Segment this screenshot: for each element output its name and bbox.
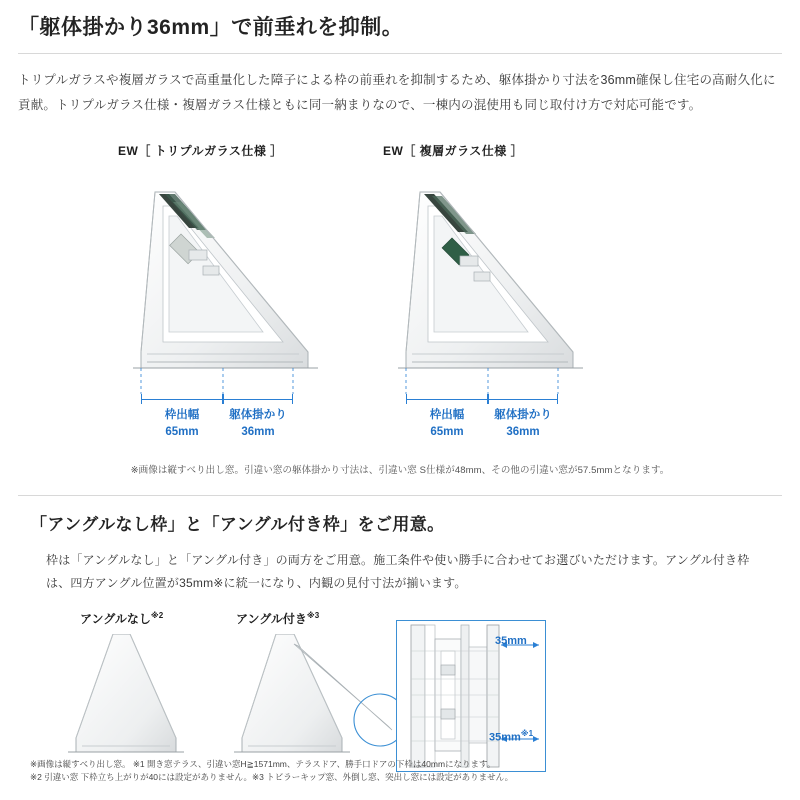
frame-no-angle: [68, 634, 184, 752]
footnote-line-2: ※2 引違い窓 下枠立ち上がりが40には設定がありません。※3 トビラーキップ窓、外倒し窓、突出し窓には設定がありません。: [30, 772, 514, 783]
frame-with-angle: [234, 634, 392, 752]
drawing-double-glass: [368, 172, 638, 438]
dimension-waku-triple: 枠出幅 65mm: [141, 394, 223, 440]
cross-section-drawings: [18, 172, 782, 472]
label-with-angle: アングル付き$^{※3}$: [236, 610, 320, 626]
dimension-group-double: [406, 394, 558, 440]
dimension-group-triple: [141, 394, 293, 440]
footnotes: [30, 758, 513, 784]
section2-title: 「アングルなし枠」と「アングル付き枠」をご用意。: [30, 515, 445, 534]
callout-dim-bottom: $35mm^{※1}$: [489, 728, 534, 744]
dimension-waku-double: 枠出幅 65mm: [406, 394, 488, 440]
drawing-triple-svg: [103, 172, 373, 412]
callout-dim-top: 35mm: [495, 634, 527, 647]
divider-2: [18, 495, 782, 496]
dimension-kutai-double: 躯体掛かり 36mm: [488, 394, 558, 440]
footnote-line-1: ※画像は縦すべり出し窓。 ※1 開き窓テラス、引違い窓H≧1571mm、テラスドア、勝手口ドアの下枠は40mmになります。: [30, 759, 496, 769]
section2-body: 枠は「アングルなし」と「アングル付き」の両方をご用意。施工条件や使い勝手に合わせてお選びいただけます。アングル付き枠は、四方アングル位置が35mm※に統一になり、内観の見付寸法が揃います。: [46, 553, 750, 591]
section1-body: トリプルガラスや複層ガラスで高重量化した障子による枠の前垂れを抑制するため、躯体掛かり寸法を36mm確保し住宅の高耐久化に貢献。トリプルガラス仕様・複層ガラス仕様ともに同一納まりなので、一棟内の混使用も同じ取付け方で対応可能です。: [18, 73, 776, 113]
section1-note: ※画像は縦すべり出し窓。引違い窓の躯体掛かり寸法は、引違い窓 S仕様が48mm、その他の引違い窓が57.5mmとなります。: [130, 465, 670, 477]
label-no-angle: アングルなし$^{※2}$: [80, 610, 164, 626]
drawing-double-svg: [368, 172, 638, 412]
figure-label-row: [18, 142, 782, 168]
section-angle-frame: [0, 495, 800, 794]
callout-detail-box: [396, 620, 546, 772]
page-title: 「躯体掛かり36mm」で前垂れを抑制。: [18, 16, 404, 39]
dimension-kutai-triple: 躯体掛かり 36mm: [223, 394, 293, 440]
drawing-triple-glass: [103, 172, 373, 438]
figure-label-double: EW［ 複層ガラス仕様 ］: [383, 144, 524, 159]
figure-label-triple: EW［ トリプルガラス仕様 ］: [118, 144, 283, 159]
divider: [18, 53, 782, 54]
